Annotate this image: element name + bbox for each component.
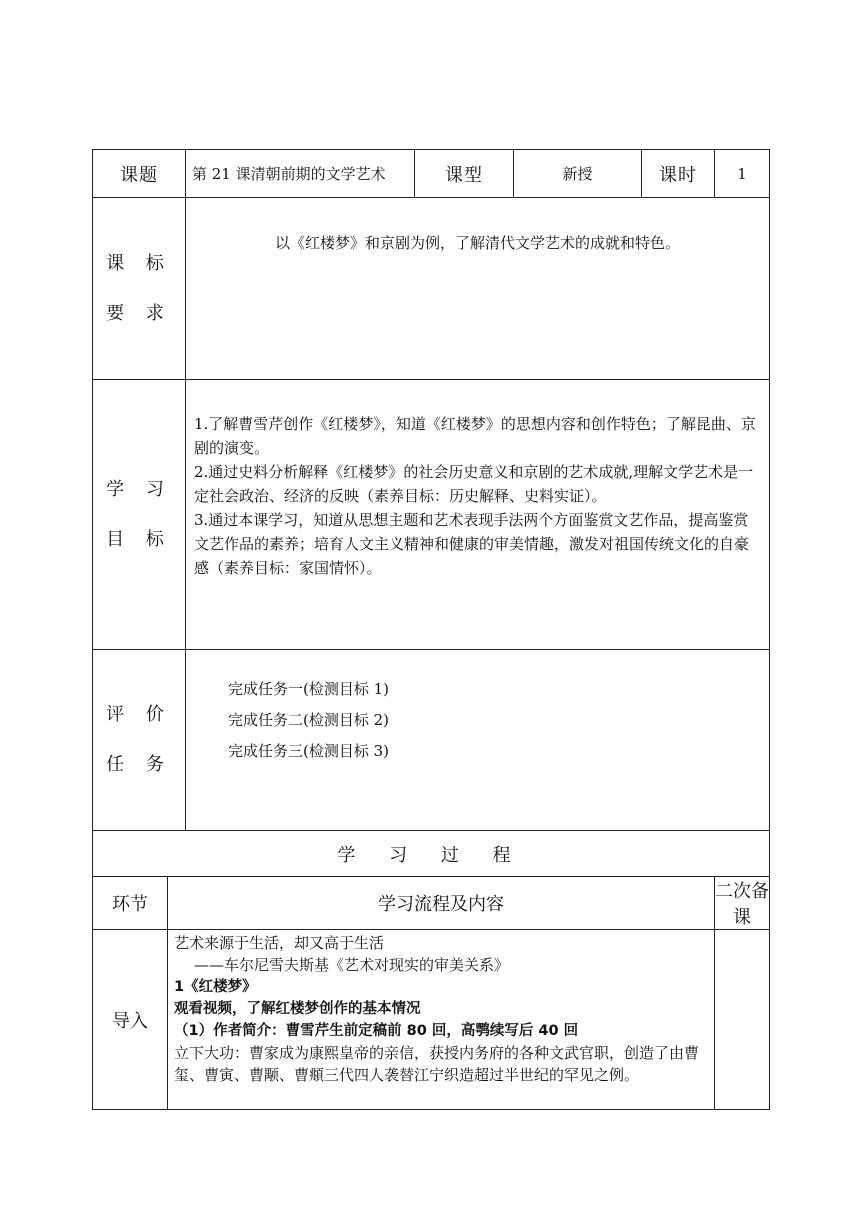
- evaluation-item: 完成任务三(检测目标 3): [228, 742, 390, 760]
- content-line: 1《红楼梦》: [174, 979, 257, 995]
- standard-text: 以《红楼梦》和京剧为例，了解清代文学艺术的成就和特色。: [186, 198, 770, 380]
- header-row: [93, 150, 770, 198]
- evaluation-item: 完成任务一(检测目标 1): [228, 680, 390, 698]
- col-notes-header: 二次备课: [715, 877, 770, 930]
- hours-label: 课时: [642, 150, 715, 198]
- standard-label: [93, 198, 186, 380]
- process-row-intro: [93, 930, 770, 1110]
- topic-label: 课题: [93, 150, 186, 198]
- process-title: 学 习 过 程: [93, 831, 770, 877]
- type-value: 新授: [514, 150, 642, 198]
- notes-cell: [715, 930, 770, 1110]
- process-title-row: [93, 831, 770, 877]
- stage-cell: 导入: [93, 930, 168, 1110]
- standard-label-line2: 要 求: [106, 302, 172, 324]
- goal-item: 1.了解曹雪芹创作《红楼梦》，知道《红楼梦》的思想内容和创作特色；了解昆曲、京剧的演变。: [194, 415, 756, 457]
- content-line: ——车尔尼雪夫斯基《艺术对现实的审美关系》: [194, 956, 510, 974]
- col-content-header: 学习流程及内容: [168, 877, 715, 930]
- goals-text: [186, 380, 770, 650]
- content-line: 艺术来源于生活，却又高于生活: [174, 934, 385, 952]
- standard-label-line1: 课 标: [106, 252, 172, 274]
- goals-row: [93, 380, 770, 650]
- goals-label-line1: 学 习: [106, 478, 172, 500]
- type-label: 课型: [415, 150, 514, 198]
- content-line: 观看视频，了解红楼梦创作的基本情况: [174, 1001, 421, 1017]
- evaluation-item: 完成任务二(检测目标 2): [228, 711, 390, 729]
- evaluation-label-line1: 评 价: [106, 704, 172, 725]
- standard-row: [93, 198, 770, 380]
- col-stage-header: 环节: [93, 877, 168, 930]
- evaluation-row: [93, 650, 770, 831]
- evaluation-tasks: [186, 650, 770, 831]
- hours-value: 1: [715, 150, 770, 198]
- lesson-plan-table: [92, 149, 770, 1110]
- evaluation-label-line2: 任 务: [106, 754, 172, 775]
- goal-item: 3.通过本课学习，知道从思想主题和艺术表现手法两个方面鉴赏文艺作品，提高鉴赏文艺作品的素养；培育人文主义精神和健康的审美情趣，激发对祖国传统文化的自豪感（素养目标：家国情怀）。: [194, 511, 750, 577]
- content-line: 立下大功：曹家成为康熙皇帝的亲信，获授内务府的各种文武官职，创造了由曹玺、曹寅、曹颙、曹頫三代四人袭替江宁织造超过半世纪的罕见之例。: [174, 1044, 700, 1084]
- content-cell: [168, 930, 715, 1110]
- evaluation-label: [93, 650, 186, 831]
- goals-label: [93, 380, 186, 650]
- content-line: （1）作者简介：曹雪芹生前定稿前 80 回，高鹗续写后 40 回: [174, 1023, 579, 1039]
- goals-label-line2: 目 标: [106, 528, 172, 550]
- topic-value: 第 21 课清朝前期的文学艺术: [186, 150, 415, 198]
- process-header-row: [93, 877, 770, 930]
- goal-item: 2.通过史料分析解释《红楼梦》的社会历史意义和京剧的艺术成就,理解文学艺术是一定社会政治、经济的反映（素养目标：历史解释、史料实证）。: [194, 463, 754, 505]
